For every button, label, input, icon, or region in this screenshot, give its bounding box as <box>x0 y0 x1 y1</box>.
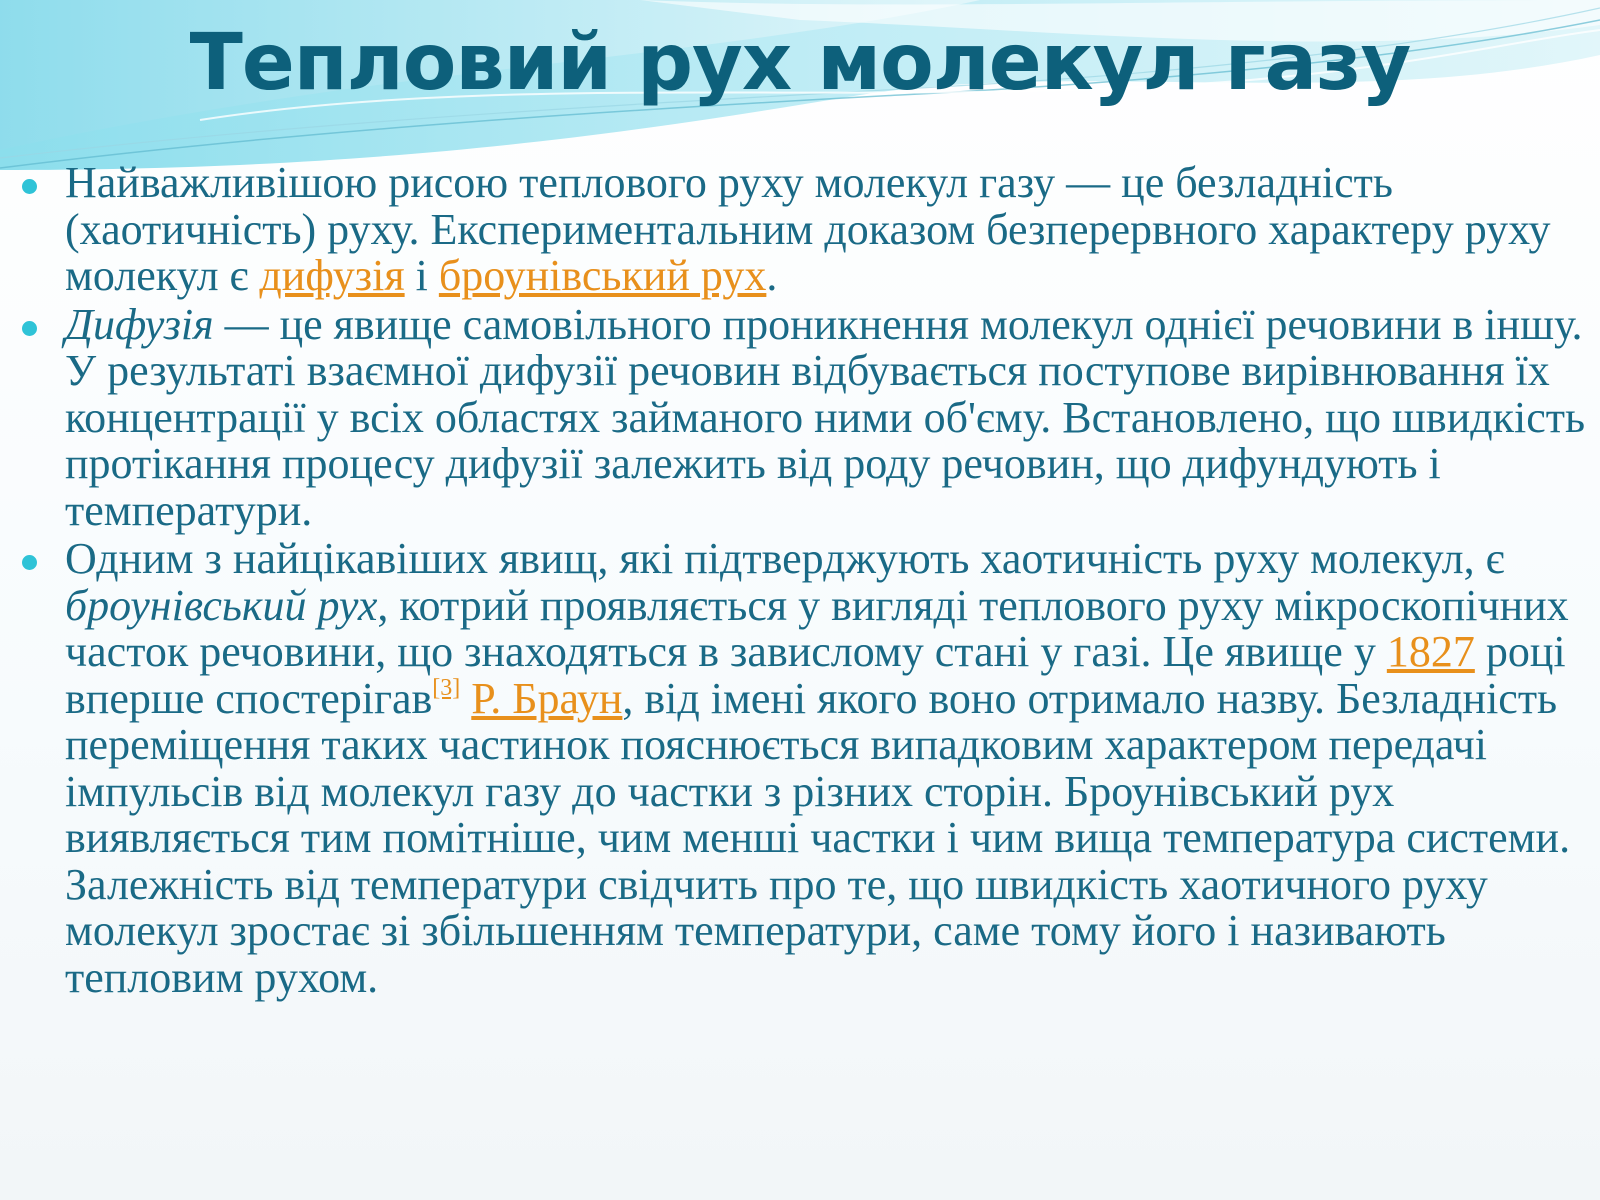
emphasis-term: броунівський рух <box>65 580 378 630</box>
list-item <box>22 160 1600 300</box>
link-year-1827[interactable]: 1827 <box>1386 627 1475 676</box>
link-r-brown[interactable]: Р. Браун <box>471 673 623 723</box>
paragraph-text: Найважливішою рисою теплового руху молекул газу — це безладність (хаотичність) руху. Експериментальним доказом безперервного характеру руху молекул є <box>65 158 1551 300</box>
reference-link[interactable]: [3] <box>432 674 461 701</box>
emphasis-term: Дифузія <box>65 299 214 349</box>
bullet-dot-icon <box>22 321 37 336</box>
list-item <box>22 299 1600 535</box>
paragraph-text: , від імені якого воно отримало назву. Безладність переміщення таких частинок пояснюється випадковим характером передачі імпульсів від молекул газу до частки з різних сторін. Броунівський рух виявляється тим помітніше, чим менші частки і чим вища температура системи. Залежність від температури свідчить про те, що швидкість хаотичного руху молекул зростає зі збільшенням температури, саме тому його і називають тепловим рухом. <box>65 673 1571 1002</box>
bullet-dot-icon <box>22 555 37 570</box>
slide-title: Тепловий рух молекул газу <box>189 18 1411 108</box>
paragraph-text: , котрий проявляється у вигляді теплового руху мікроскопічних часток речовини, що знаходяться в завислому стані у газі. Це явище у <box>65 580 1569 676</box>
paragraph-text: і <box>404 251 439 300</box>
link-diffusion[interactable]: дифузія <box>259 251 405 300</box>
paragraph-text: Одним з найцікавіших явищ, які підтверджують хаотичність руху молекул, є <box>65 534 1505 583</box>
bullet-list <box>22 160 1600 1003</box>
bullet-dot-icon <box>22 179 37 194</box>
paragraph-text <box>460 674 471 723</box>
paragraph-text: . <box>766 251 778 300</box>
paragraph-text: році вперше спостерігав <box>65 627 1566 723</box>
paragraph-text: — це явище самовільного проникнення молекул однієї речовини в іншу. У результаті взаємної дифузії речовин відбувається поступове вирівнювання їх концентрації у всіх областях займаного ними об'єму. Встановлено, що швидкість протікання процесу дифузії залежить від роду речовин, що дифундують і температури. <box>65 299 1586 535</box>
link-brownian-motion[interactable]: броунівський рух <box>438 251 767 300</box>
list-item <box>22 536 1600 1001</box>
